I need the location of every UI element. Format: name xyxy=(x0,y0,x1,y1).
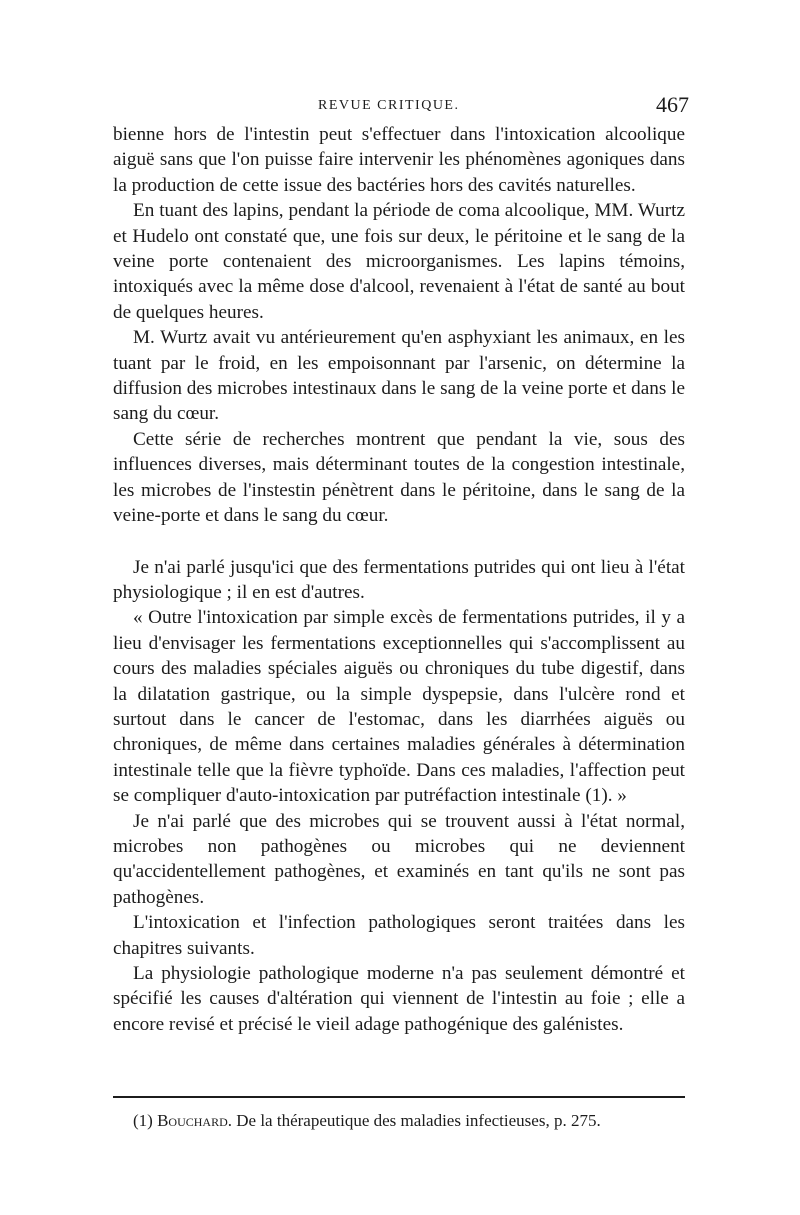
paragraph: La physiologie pathologique moderne n'a pas seulement démontré et spécifié les causes d'altération qui viennent de l'intestin au foie ; elle a encore revisé et précisé le vieil adage pathogénique des galénistes. xyxy=(113,963,685,1035)
paragraph: L'intoxication et l'infection pathologiques seront traitées dans les chapitres suivants. xyxy=(113,912,685,959)
page-header xyxy=(113,92,689,122)
paragraph: Je n'ai parlé que des microbes qui se trouvent aussi à l'état normal, microbes non pathogènes ou microbes qui ne deviennent qu'accidentellement pathogènes, et examinés en tant qu'ils ne sont pas pathogènes. xyxy=(113,810,685,908)
page-number: 467 xyxy=(656,92,689,117)
footnote-marker: (1) xyxy=(133,1111,153,1130)
running-head: REVUE CRITIQUE. xyxy=(318,98,460,113)
quotation-paragraph: « Outre l'intoxication par simple excès de fermentations putrides, il y a lieu d'envisager les fermentations exceptionnelles qui s'accomplissent au cours des maladies spéciales aiguës ou chroniques du tube digestif, dans la dilatation gastrique, ou la simple dyspepsie, dans l'ulcère rond et surtout dans le cancer de l'estomac, dans les diarrhées aiguës ou chroniques, de même dans certaines maladies générales à détermination intestinale telle que la fièvre typhoïde. Dans ces maladies, l'affection peut se compliquer d'auto-intoxication par putréfaction intestinale (1). » xyxy=(113,607,685,807)
book-page xyxy=(113,92,689,1130)
paragraph: Je n'ai parlé jusqu'ici que des fermentations putrides qui ont lieu à l'état physiologique ; il en est d'autres. xyxy=(113,556,685,603)
footnote-text: De la thérapeutique des maladies infectieuses, p. 275. xyxy=(236,1111,601,1130)
footnote xyxy=(133,1111,601,1131)
paragraph: Cette série de recherches montrent que pendant la vie, sous des influences diverses, mais déterminant toutes de la congestion intestinale, les microbes de l'instestin pénètrent dans le péritoine, dans le sang de la veine-porte et dans le sang du cœur. xyxy=(113,428,685,527)
body-text xyxy=(113,122,685,1037)
footnote-rule xyxy=(113,1096,685,1098)
paragraph: M. Wurtz avait vu antérieurement qu'en asphyxiant les animaux, en les tuant par le froid, en les empoisonnant par l'arsenic, on détermine la diffusion des microbes intestinaux dans le sang de la veine porte et dans le sang du cœur. xyxy=(113,327,685,425)
footnote-author: Bouchard. xyxy=(157,1111,233,1130)
paragraph: bienne hors de l'intestin peut s'effectuer dans l'intoxication alcoolique aiguë sans que l'on puisse faire intervenir les phénomènes agoniques dans la production de cette issue des bactéries hors des cavités naturelles. xyxy=(113,124,685,196)
paragraph: En tuant des lapins, pendant la période de coma alcoolique, MM. Wurtz et Hudelo ont constaté que, une fois sur deux, le péritoine et le sang de la veine porte contenaient des microorganismes. Les lapins témoins, intoxiqués avec la même dose d'alcool, revenaient à l'état de santé au bout de quelques heures. xyxy=(113,200,685,323)
